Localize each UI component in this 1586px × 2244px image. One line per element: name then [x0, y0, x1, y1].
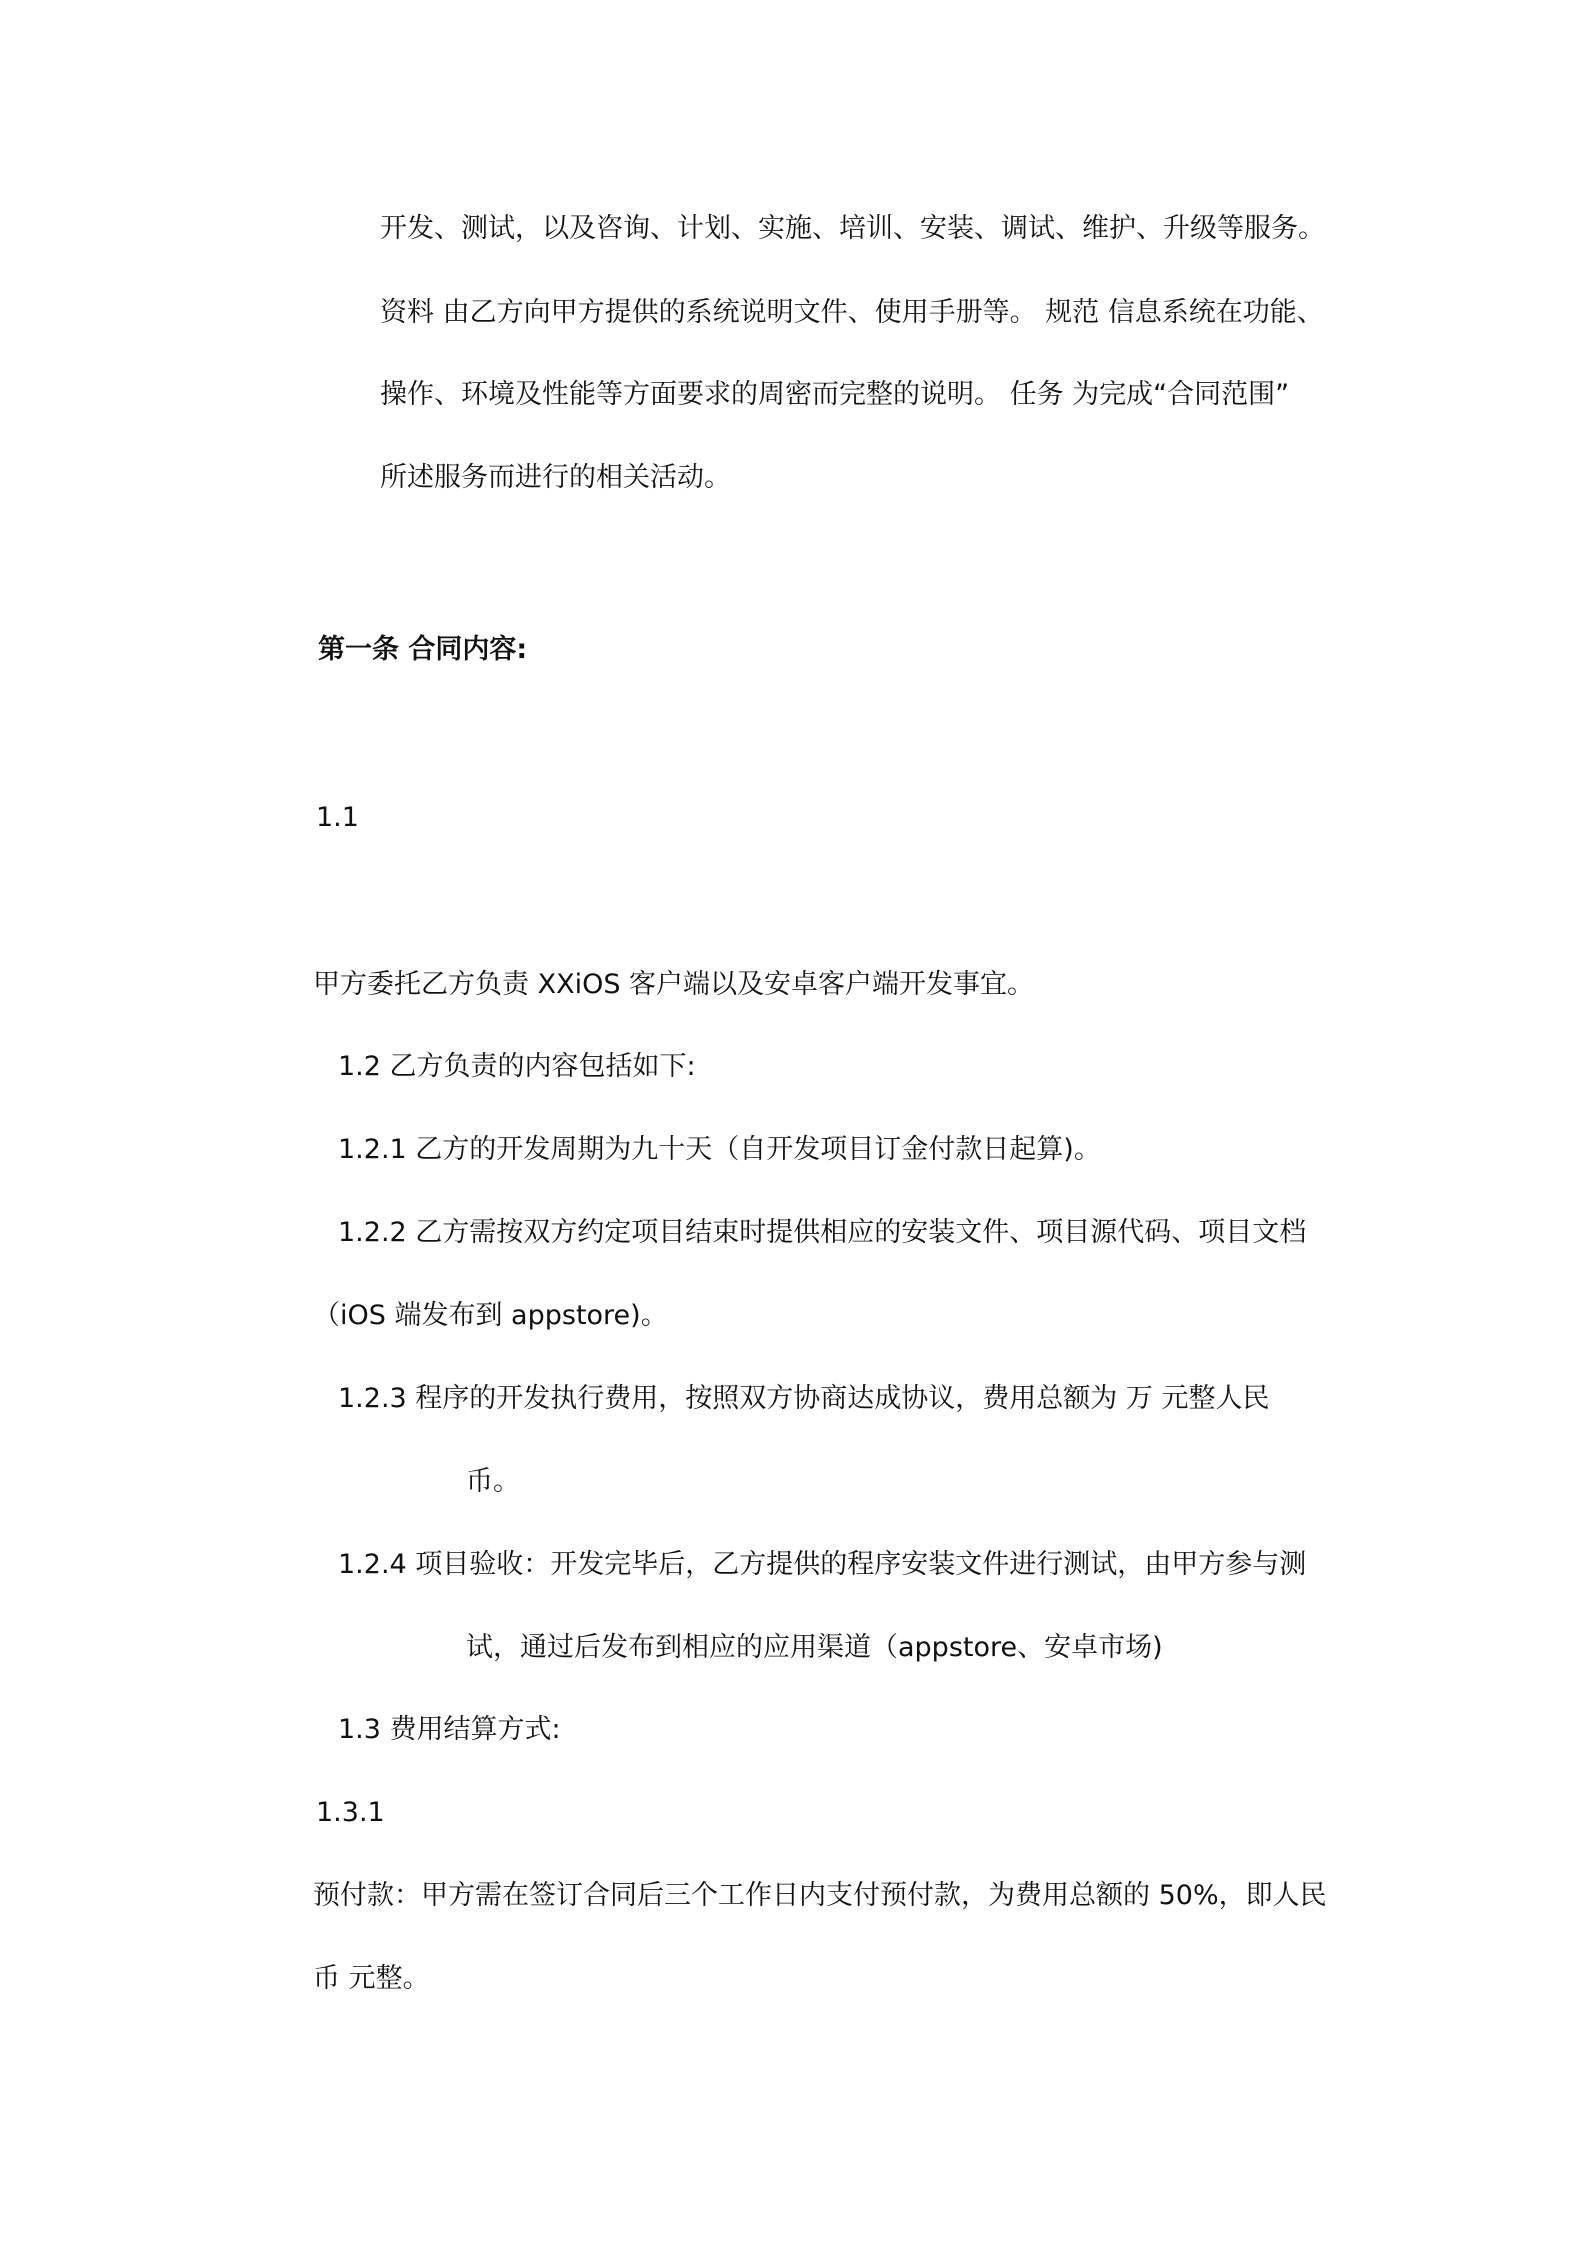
- intro-line-3: 操作、环境及性能等方面要求的周密而完整的说明。 任务 为完成“合同范围”: [380, 379, 1290, 410]
- section-1-2-4-line-2: 试，通过后发布到相应的应用渠道（appstore、安卓市场): [466, 1632, 1163, 1663]
- article-1-heading: 第一条 合同内容:: [318, 634, 528, 665]
- intro-line-4: 所述服务而进行的相关活动。: [380, 462, 731, 493]
- section-1-2: 1.2 乙方负责的内容包括如下:: [338, 1051, 696, 1082]
- section-1-1-text: 甲方委托乙方负责 XXiOS 客户端以及安卓客户端开发事宜。: [313, 969, 1035, 1000]
- section-1-3-1-number: 1.3.1: [316, 1797, 385, 1828]
- section-1-2-4-line-1: 1.2.4 项目验收：开发完毕后，乙方提供的程序安装文件进行测试，由甲方参与测: [338, 1549, 1307, 1580]
- intro-line-1: 开发、测试，以及咨询、计划、实施、培训、安装、调试、维护、升级等服务。: [380, 213, 1325, 244]
- intro-line-2: 资料 由乙方向甲方提供的系统说明文件、使用手册等。 规范 信息系统在功能、: [380, 297, 1324, 328]
- section-1-3-1-line-2: 币 元整。: [313, 1963, 430, 1994]
- section-1-2-2-line-2: （iOS 端发布到 appstore)。: [313, 1300, 668, 1331]
- section-1-1-number: 1.1: [316, 802, 359, 833]
- section-1-2-2-line-1: 1.2.2 乙方需按双方约定项目结束时提供相应的安装文件、项目源代码、项目文档: [338, 1217, 1307, 1248]
- section-1-2-3-line-2: 币。: [466, 1466, 520, 1497]
- section-1-2-3-line-1: 1.2.3 程序的开发执行费用，按照双方协商达成协议，费用总额为 万 元整人民: [338, 1383, 1270, 1414]
- section-1-3: 1.3 费用结算方式:: [338, 1714, 561, 1745]
- section-1-3-1-line-1: 预付款：甲方需在签订合同后三个工作日内支付预付款，为费用总额的 50%，即人民: [313, 1880, 1327, 1911]
- section-1-2-1: 1.2.1 乙方的开发周期为九十天（自开发项目订金付款日起算)。: [338, 1134, 1101, 1165]
